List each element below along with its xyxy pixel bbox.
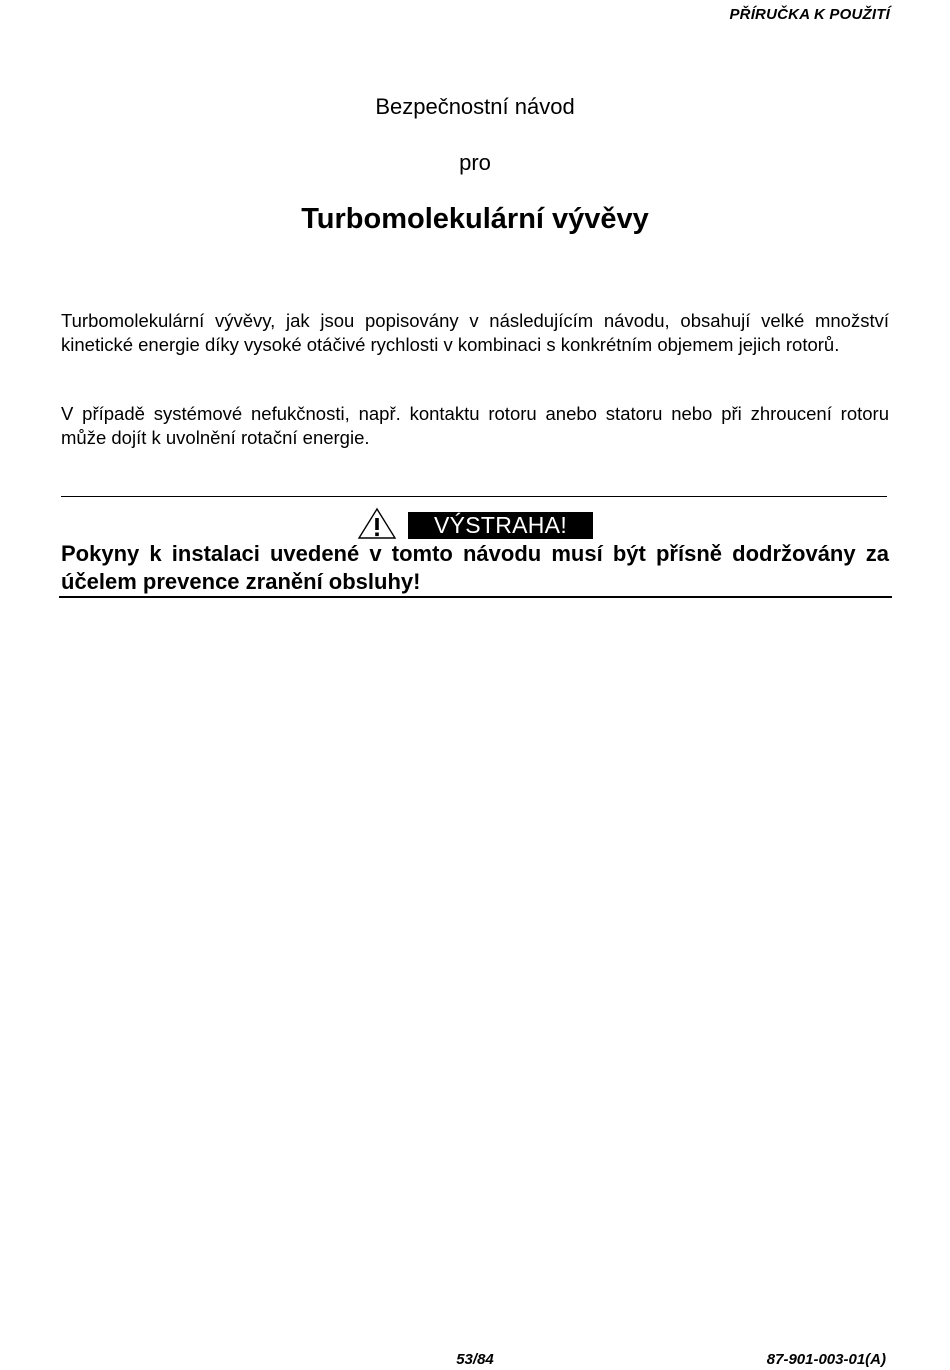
warning-top-divider <box>61 496 887 497</box>
running-header: PŘÍRUČKA K POUŽITÍ <box>729 6 890 23</box>
warning-text: Pokyny k instalaci uvedené v tomto návodu musí být přísně dodržovány za účelem prevence zranění obsluhy! <box>61 541 889 594</box>
warning-triangle-icon <box>357 507 397 540</box>
body-paragraph: Turbomolekulární vývěvy, jak jsou popisovány v následujícím návodu, obsahují velké množství kinetické energie díky vysoké otáčivé rychlosti v kombinaci s konkrétním objemem jejich rotorů. <box>61 310 889 355</box>
document-title: Turbomolekulární vývěvy <box>301 203 649 235</box>
warning-label: VÝSTRAHA! <box>408 512 593 539</box>
page-number: 53/84 <box>456 1351 494 1368</box>
body-paragraph: V případě systémové nefukčnosti, např. kontaktu rotoru anebo statoru nebo při zhroucení rotoru může dojít k uvolnění rotační energie. <box>61 403 889 448</box>
document-subtitle: Bezpečnostní návod <box>375 94 575 119</box>
document-code: 87-901-003-01(A) <box>766 1351 886 1368</box>
warning-header <box>0 507 950 541</box>
warning-bottom-divider <box>59 596 892 598</box>
document-subtitle-connector: pro <box>459 150 491 175</box>
